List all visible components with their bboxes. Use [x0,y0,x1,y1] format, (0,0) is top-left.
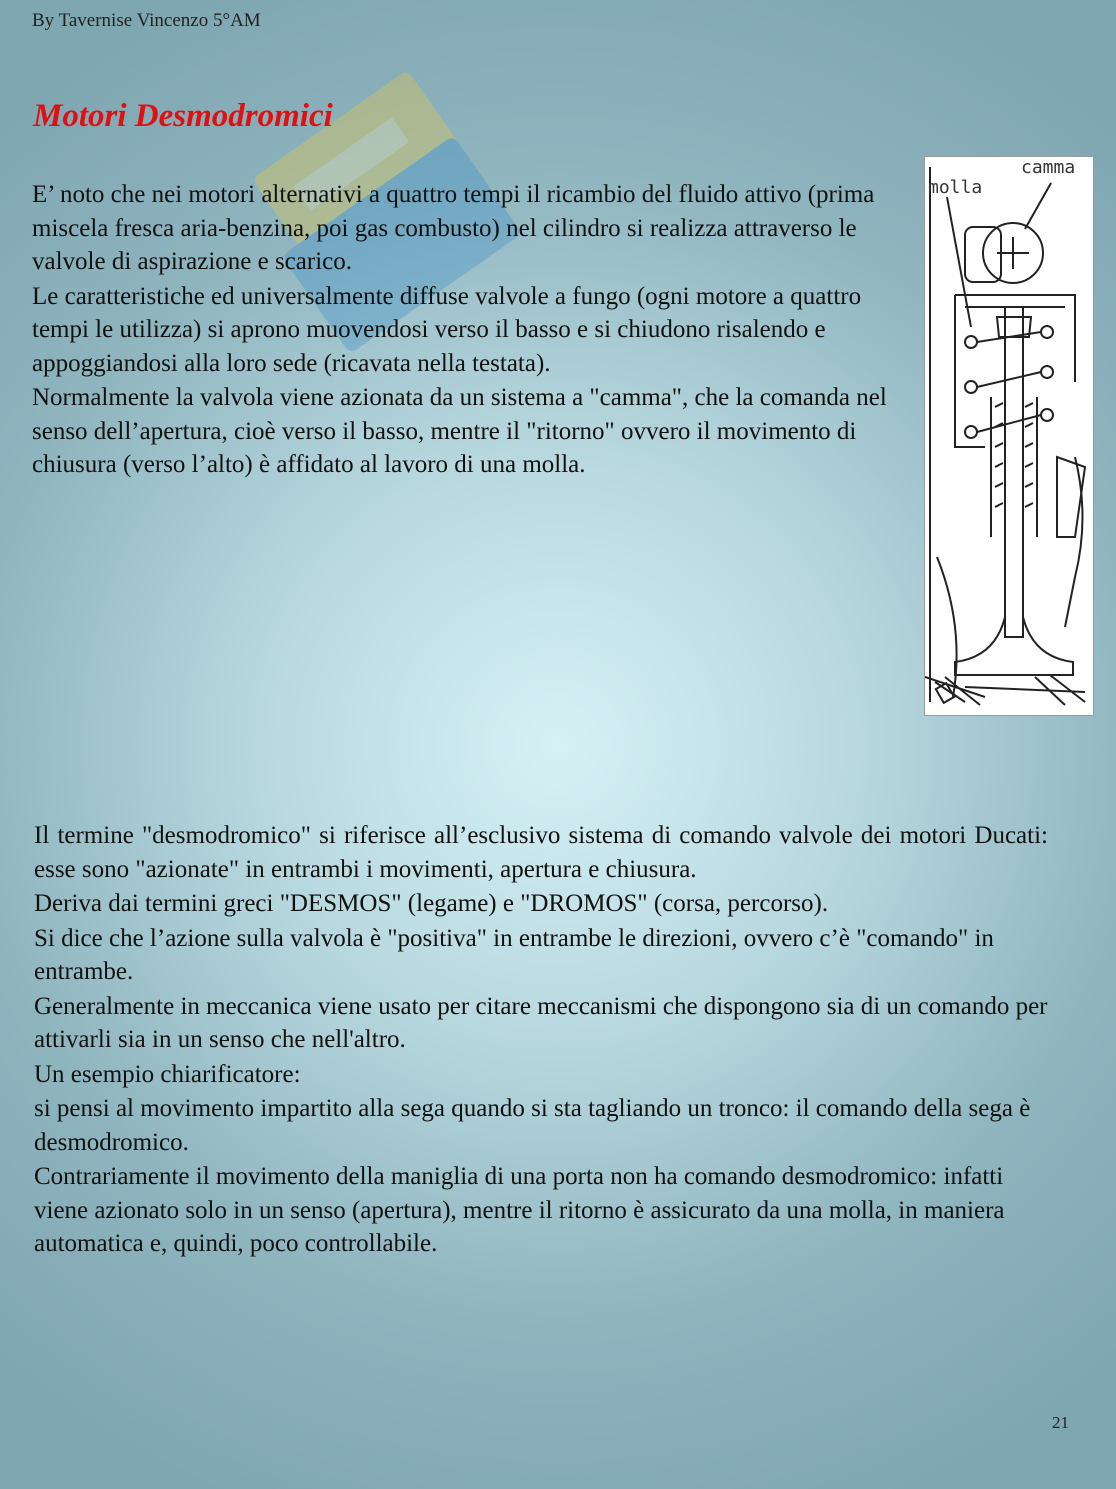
body-paragraph: Si dice che l’azione sulla valvola è "positiva" in entrambe le direzioni, ovvero c’è "comando" in entrambe. [34,924,994,985]
intro-paragraph: Normalmente la valvola viene azionata da un sistema a "camma", che la comanda nel senso dell’apertura, cioè verso il basso, mentre il "ritorno" ovvero il movimento di chiusura (verso l’alto) è affidato al lavoro di una molla. [32,384,887,478]
cam-label: camma [1021,157,1076,178]
intro-text-block [32,178,892,482]
intro-paragraph: E’ noto che nei motori alternativi a quattro tempi il ricambio del fluido attivo (prima miscela fresca aria-benzina, poi gas combusto) nel cilindro si realizza attraverso le valvole di aspirazione e scarico. [32,181,875,275]
desmodromic-text-block [34,819,1048,1261]
body-paragraph: Un esempio chiarificatore: [34,1060,301,1088]
body-paragraph: Generalmente in meccanica viene usato per citare meccanismi che dispongono sia di un comando per attivarli sia in un senso che nell'altro. [34,992,1048,1053]
body-paragraph: Deriva dai termini greci "DESMOS" (legame) e "DROMOS" (corsa, percorso). [34,890,829,917]
valve-diagram-drawing [925,157,1093,715]
spring-label: molla [928,177,983,198]
intro-paragraph: Le caratteristiche ed universalmente diffuse valvole a fungo (ogni motore a quattro tempi le utilizza) si aprono muovendosi verso il basso e si chiudono risalendo e appoggiandosi alla loro sede (ricavata nella testata). [32,282,862,377]
page-title: Motori Desmodromici [33,98,333,134]
author-header: By Tavernise Vincenzo 5°AM [32,10,261,31]
body-paragraph: Il termine "desmodromico" si riferisce all’esclusivo sistema di comando valvole dei motori Ducati: esse sono "azionate" in entrambi i movimenti, apertura e chiusura. [34,822,1048,883]
body-paragraph: Contrariamente il movimento della maniglia di una porta non ha comando desmodromico: infatti viene azionato solo in un senso (apertura), mentre il ritorno è assicurato da una molla, in maniera automatica e, quindi, poco controllabile. [34,1163,1005,1257]
page-number: 21 [1052,1413,1069,1432]
body-paragraph: si pensi al movimento impartito alla sega quando si sta tagliando un tronco: il comando della sega è desmodromico. [34,1095,1031,1156]
valve-diagram [924,156,1094,716]
